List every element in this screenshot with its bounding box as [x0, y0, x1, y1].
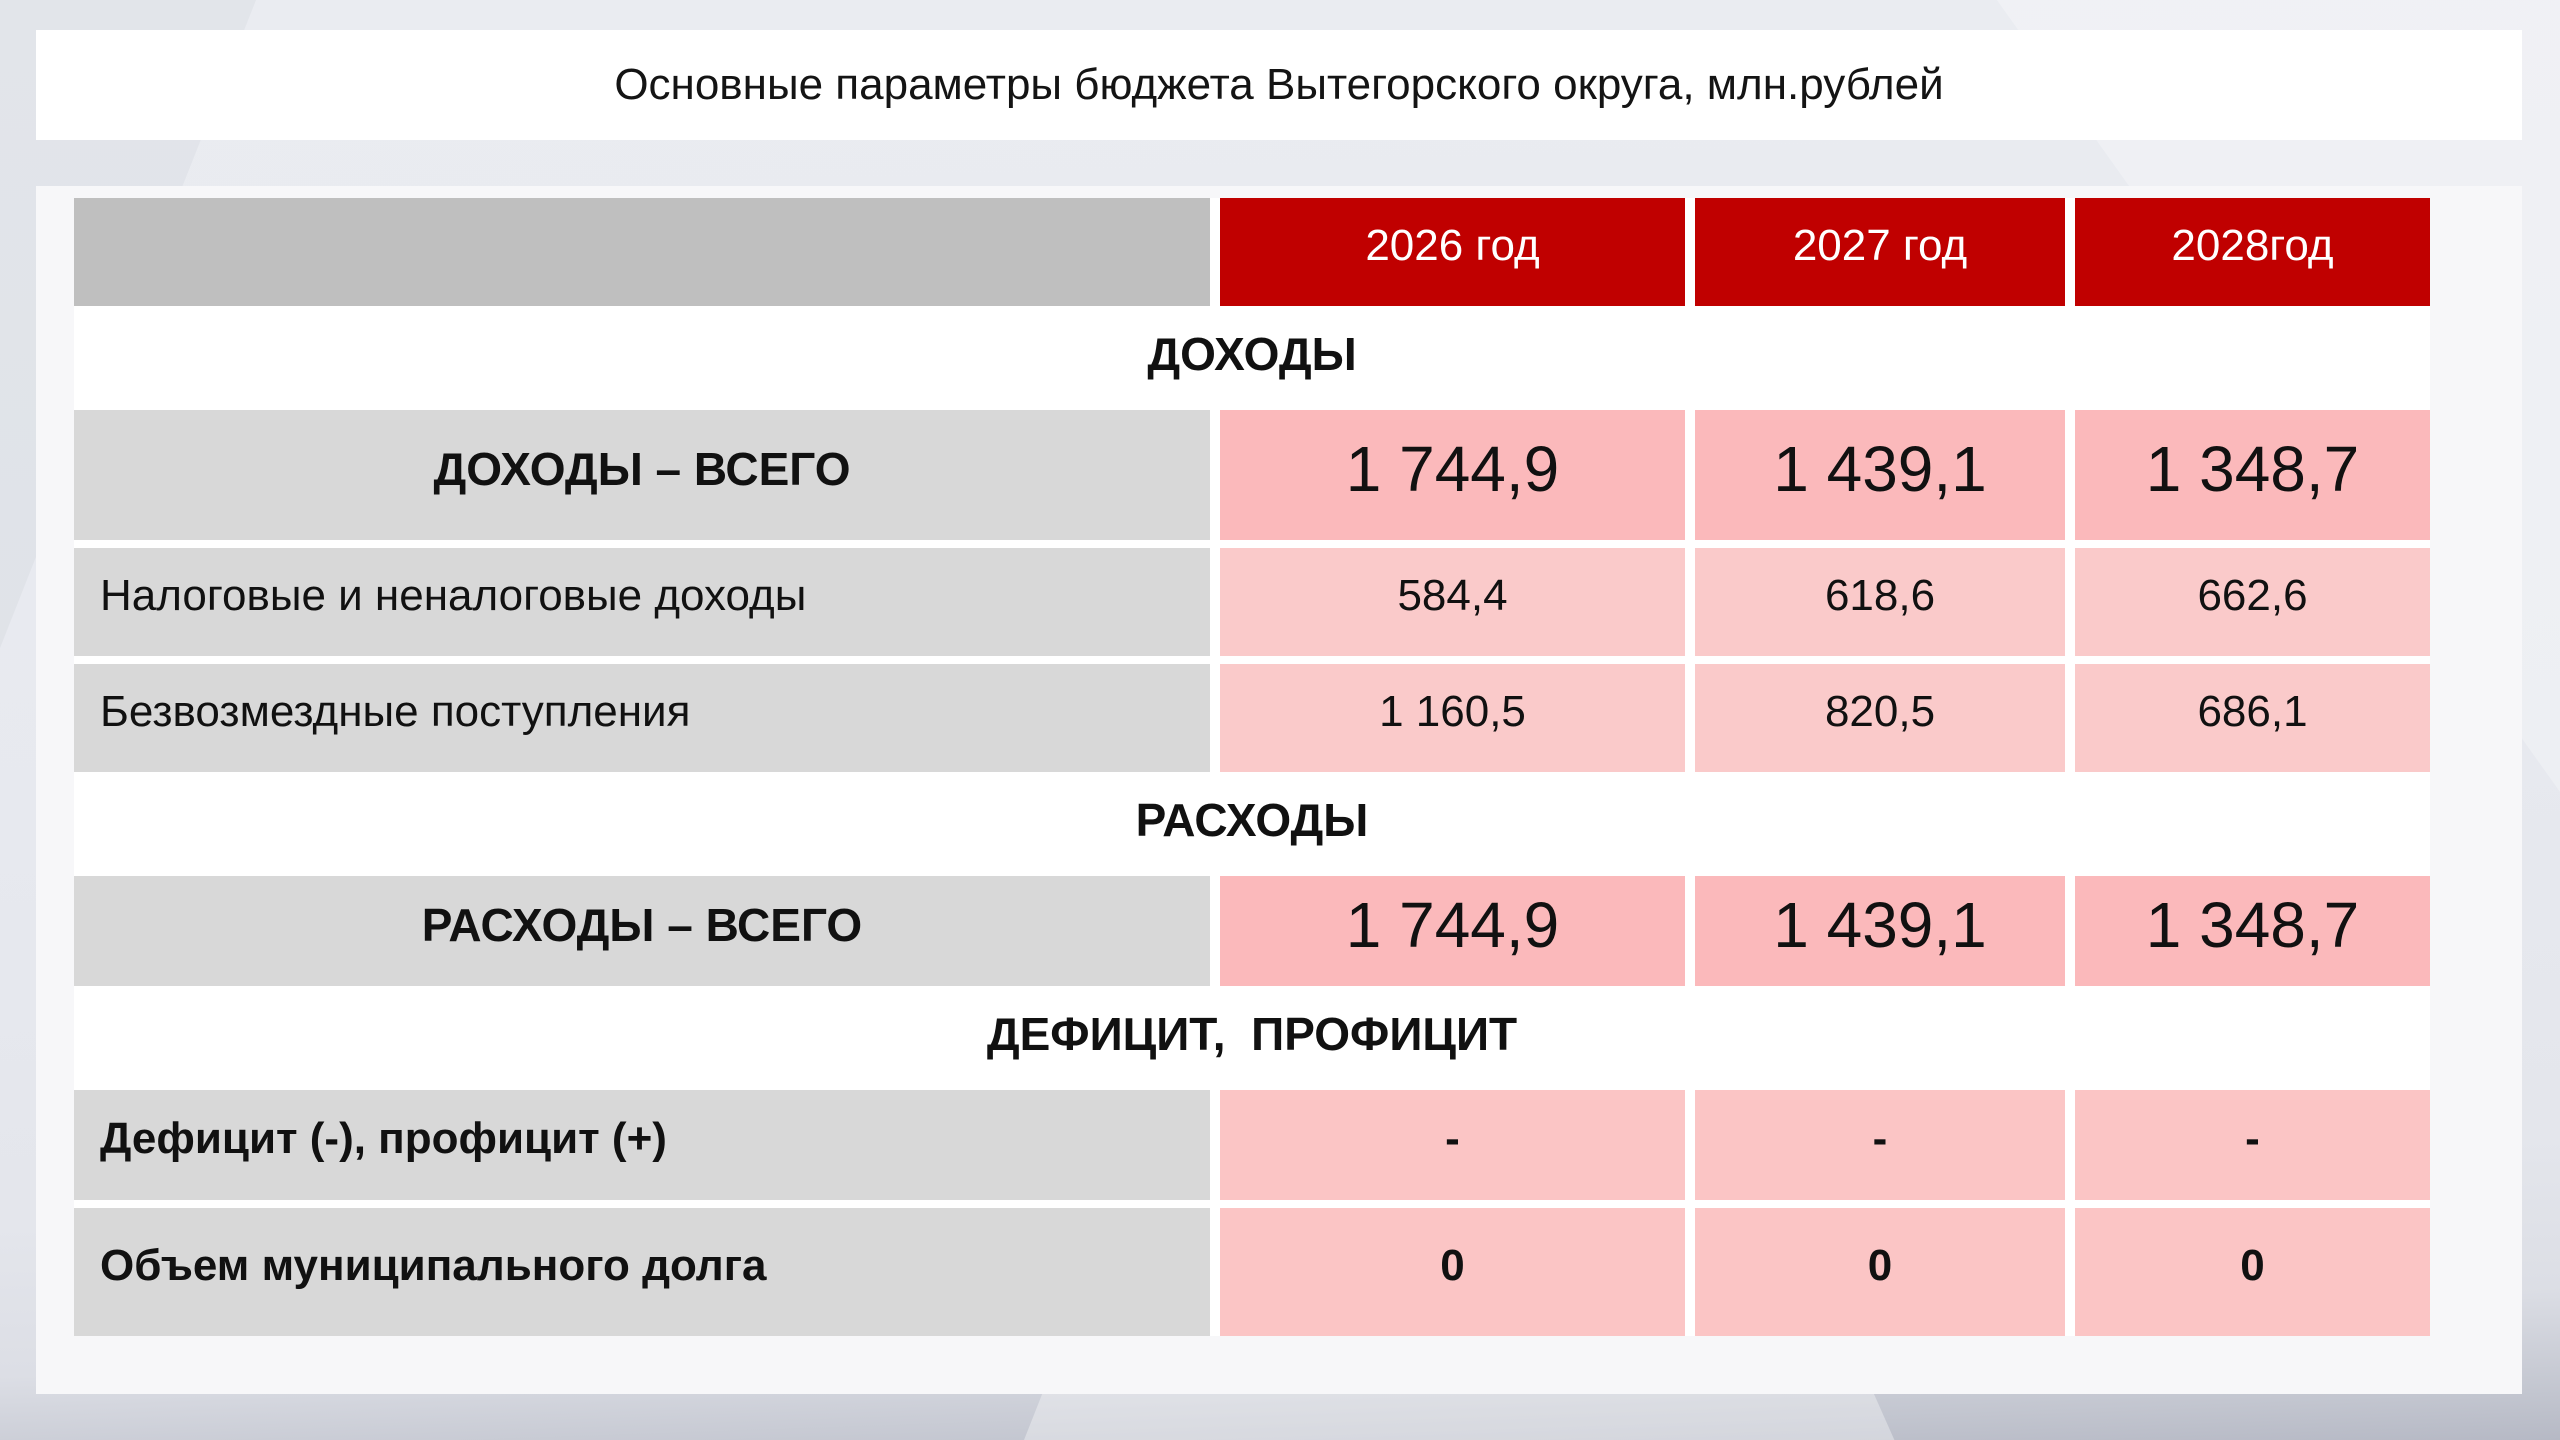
page-title: Основные параметры бюджета Вытегорского округа, млн.рублей [614, 60, 1944, 109]
row-grants-value-2028: 686,1 [2075, 664, 2430, 772]
row-deficit-label: Дефицит (-), профицит (+) [74, 1090, 1210, 1200]
section-header-income: ДОХОДЫ [74, 314, 2430, 402]
row-expense-total-value-2026: 1 744,9 [1220, 876, 1685, 986]
row-grants-value-2026: 1 160,5 [1220, 664, 1685, 772]
row-tax-income-label: Налоговые и неналоговые доходы [74, 548, 1210, 656]
year-header-2028: 2028год [2075, 198, 2430, 306]
row-debt-value-2026: 0 [1220, 1208, 1685, 1336]
row-income-total-value-2028: 1 348,7 [2075, 410, 2430, 540]
row-tax-income-value-2028: 662,6 [2075, 548, 2430, 656]
title-bar [36, 30, 2522, 140]
section-header-expense: РАСХОДЫ [74, 780, 2430, 868]
row-income-total-value-2027: 1 439,1 [1695, 410, 2065, 540]
row-tax-income-value-2026: 584,4 [1220, 548, 1685, 656]
year-header-2027: 2027 год [1695, 198, 2065, 306]
section-header-deficit: ДЕФИЦИТ, ПРОФИЦИТ [74, 994, 2430, 1082]
year-header-2026: 2026 год [1220, 198, 1685, 306]
row-expense-total-value-2027: 1 439,1 [1695, 876, 2065, 986]
row-tax-income-value-2027: 618,6 [1695, 548, 2065, 656]
row-income-total-label: ДОХОДЫ – ВСЕГО [74, 410, 1210, 540]
row-grants-value-2027: 820,5 [1695, 664, 2065, 772]
row-deficit-value-2026: - [1220, 1090, 1685, 1200]
row-deficit-value-2028: - [2075, 1090, 2430, 1200]
row-debt-value-2027: 0 [1695, 1208, 2065, 1336]
corner-cell [74, 198, 1210, 306]
row-deficit-value-2027: - [1695, 1090, 2065, 1200]
row-debt-value-2028: 0 [2075, 1208, 2430, 1336]
row-debt-label: Объем муниципального долга [74, 1208, 1210, 1336]
budget-table [74, 198, 2430, 1336]
row-expense-total-value-2028: 1 348,7 [2075, 876, 2430, 986]
row-income-total-value-2026: 1 744,9 [1220, 410, 1685, 540]
row-expense-total-label: РАСХОДЫ – ВСЕГО [74, 876, 1210, 986]
row-grants-label: Безвозмездные поступления [74, 664, 1210, 772]
